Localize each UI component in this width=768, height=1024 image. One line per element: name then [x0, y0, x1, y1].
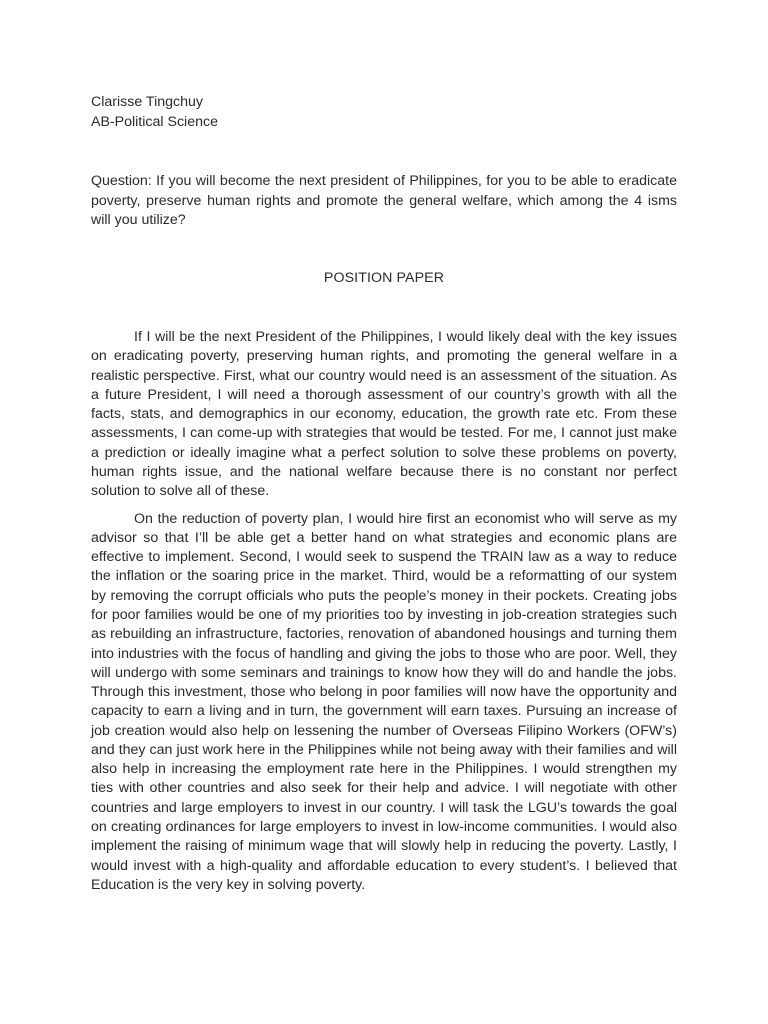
document-title: POSITION PAPER: [323, 270, 445, 286]
paragraph: On the reduction of poverty plan, I would hire first an economist who will serve as my advisor so that I’ll be able get a better hand on what strategies and economic plans are effective to implement. Second, I would seek to suspend the TRAIN law as a way to reduce the inflation or the soaring price in the market. Third, would be a reformatting of our system by removing the corrupt officials who puts the people’s money in their pockets. Creating jobs for poor families would be one of my priorities too by investing in job-creation strategies such as rebuilding an infrastructure, factories, renovation of abandoned housings and turning them into industries with the focus of handling and giving the jobs to those who are poor. Well, they will undergo with some seminars and trainings to know how they will do and handle the jobs. Through this investment, those who belong in poor families will now have the opportunity and capacity to earn a living and in turn, the government will earn taxes. Pursuing an increase of job creation would also help on lessening the number of Overseas Filipino Workers (OFW’s) and they can just work here in the Philippines while not being away with their families and will also help in increasing the employment rate here in the Philippines. I would strengthen my ties with other countries and also seek for their help and advice. I will negotiate with other countries and large employers to invest in our country. I will task the LGU’s towards the goal on creating ordinances for large employers to invest in low-income communities. I would also implement the raising of minimum wage that will slowly help in reducing the poverty. Lastly, I would invest with a high-quality and affordable education to every student’s. I believed that Education is the very key in solving poverty.: [91, 510, 677, 893]
body-text: [91, 328, 677, 903]
author-name: Clarisse Tingchuy: [91, 94, 203, 110]
paragraph: If I will be the next President of the Philippines, I would likely deal with the key issues on eradicating poverty, preserving human rights, and promoting the general welfare in a realistic perspective. First, what our country would need is an assessment of the situation. As a future President, I will need a thorough assessment of our country’s growth with all the facts, stats, and demographics in our economy, education, the growth rate etc. From these assessments, I can come-up with strategies that would be tested. For me, I cannot just make a prediction or ideally imagine what a perfect solution to solve these problems on poverty, human rights issue, and the national welfare because there is no constant nor perfect solution to solve all of these.: [91, 329, 677, 500]
question-text: Question: If you will become the next president of Philippines, for you to be able to eradicate poverty, preserve human rights and promote the general welfare, which among the 4 isms will you utilize?: [91, 173, 677, 229]
author-course: AB-Political Science: [91, 113, 218, 130]
author-block: [91, 93, 218, 132]
